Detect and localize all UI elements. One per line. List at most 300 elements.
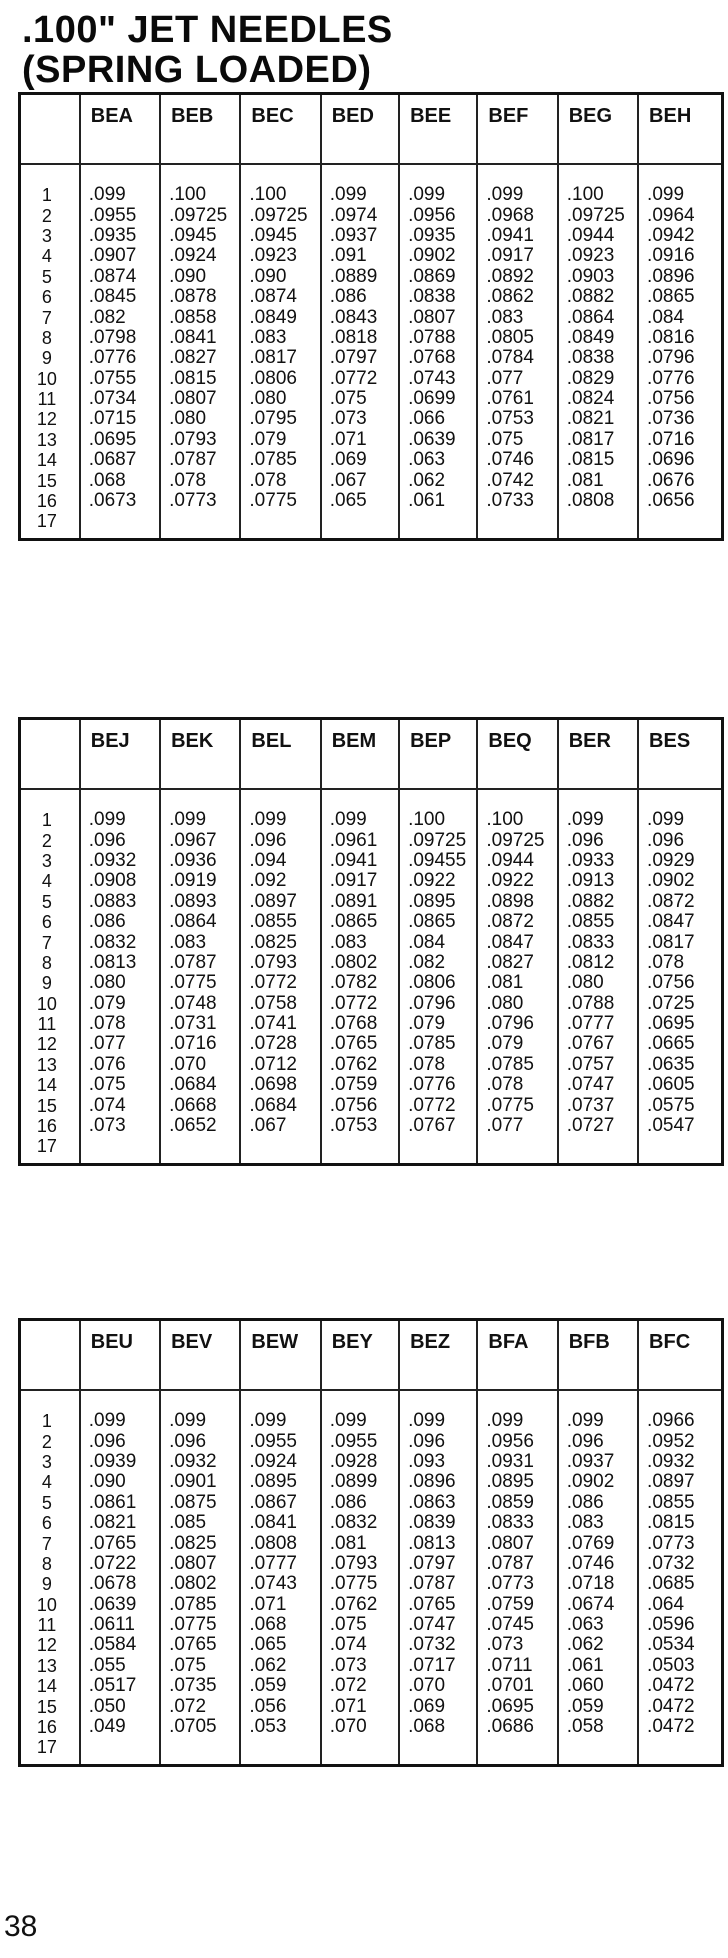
table-cell: .078 [160, 470, 240, 490]
table-cell: .0807 [477, 1533, 557, 1553]
spacer-cell [477, 789, 557, 810]
table-cell: .0932 [80, 851, 160, 871]
table-cell: .0695 [477, 1696, 557, 1716]
spacer-cell [321, 164, 399, 185]
table-cell [321, 511, 399, 539]
table-cell: .0673 [80, 491, 160, 511]
table-cell: .096 [399, 1431, 477, 1451]
table-cell: .062 [240, 1656, 320, 1676]
table-cell: .0741 [240, 1014, 320, 1034]
spacer-cell [558, 1390, 638, 1411]
table-cell: .0701 [477, 1676, 557, 1696]
spacer-cell [399, 164, 477, 185]
table-cell: .0731 [160, 1014, 240, 1034]
table-cell: .0841 [240, 1513, 320, 1533]
table-cell: .0833 [477, 1513, 557, 1533]
title-line-2: (SPRING LOADED) [22, 49, 372, 91]
table-cell: .0735 [160, 1676, 240, 1696]
table-cell: .081 [477, 973, 557, 993]
column-header: BEG [558, 94, 638, 165]
table-cell: .0788 [558, 994, 638, 1014]
table-cell: .0807 [399, 307, 477, 327]
table-cell [558, 1737, 638, 1765]
table-cell: .053 [240, 1717, 320, 1737]
table-cell: .0923 [558, 246, 638, 266]
table-cell: .0902 [558, 1472, 638, 1492]
row-number: 7 [41, 307, 52, 328]
table-cell [558, 1136, 638, 1164]
table-cell: .0807 [160, 1554, 240, 1574]
table-cell: .078 [240, 470, 320, 490]
column-header: BEM [321, 719, 399, 790]
needle-table-1 [18, 92, 724, 541]
table-cell: .086 [321, 1493, 399, 1513]
row-number: 12 [36, 409, 57, 430]
table-cell [160, 511, 240, 539]
table-cell: .0829 [558, 369, 638, 389]
table-cell: .0775 [160, 1615, 240, 1635]
table-cell: .0893 [160, 892, 240, 912]
table-cell: .0775 [240, 491, 320, 511]
table-cell: .077 [80, 1034, 160, 1054]
table-cell: .0874 [240, 287, 320, 307]
table-cell: .0773 [160, 491, 240, 511]
table-cell [399, 1737, 477, 1765]
table-cell: .0944 [477, 851, 557, 871]
table-cell: .0695 [80, 430, 160, 450]
header-row [20, 719, 723, 790]
table-cell: .073 [477, 1635, 557, 1655]
table-row [20, 1075, 723, 1095]
table-cell: .0902 [638, 871, 722, 891]
table-cell: .0722 [80, 1554, 160, 1574]
table-cell: .0767 [558, 1034, 638, 1054]
table-cell: .0785 [477, 1055, 557, 1075]
table-cell: .0843 [321, 307, 399, 327]
table-cell [160, 1737, 240, 1765]
table-cell: .069 [321, 450, 399, 470]
table-cell: .093 [399, 1452, 477, 1472]
table-cell: .0808 [558, 491, 638, 511]
table-cell: .0728 [240, 1034, 320, 1054]
table-cell: .0777 [240, 1554, 320, 1574]
table-cell: .0937 [321, 226, 399, 246]
table-cell: .0808 [240, 1533, 320, 1553]
table-cell: .0813 [399, 1533, 477, 1553]
table-cell: .066 [399, 409, 477, 429]
table-cell: .0974 [321, 205, 399, 225]
table-cell: .0935 [80, 226, 160, 246]
table-cell: .0472 [638, 1676, 722, 1696]
table-cell: .0639 [399, 430, 477, 450]
table-cell: .0732 [638, 1554, 722, 1574]
table-row [20, 205, 723, 225]
table-cell: .083 [160, 932, 240, 952]
table-cell: .0941 [477, 226, 557, 246]
row-number: 13 [36, 1655, 57, 1676]
table-cell: .070 [160, 1055, 240, 1075]
column-header: BFC [638, 1320, 722, 1391]
row-number: 6 [41, 912, 52, 933]
table-cell: .084 [399, 932, 477, 952]
table-cell: .075 [321, 1615, 399, 1635]
row-number: 9 [41, 973, 52, 994]
table-cell: .099 [477, 1411, 557, 1431]
column-header: BEK [160, 719, 240, 790]
table-cell: .096 [80, 1431, 160, 1451]
table-cell: .050 [80, 1696, 160, 1716]
table-cell: .0833 [558, 932, 638, 952]
table-cell: .085 [160, 1513, 240, 1533]
table-cell: .061 [558, 1656, 638, 1676]
table-row [20, 892, 723, 912]
table-cell: .078 [638, 953, 722, 973]
table-cell: .0748 [160, 994, 240, 1014]
table-cell: .086 [321, 287, 399, 307]
table-cell: .065 [240, 1635, 320, 1655]
table-cell: .0945 [240, 226, 320, 246]
table-cell: .0967 [160, 830, 240, 850]
row-number: 15 [36, 1696, 57, 1717]
table-cell: .0742 [477, 470, 557, 490]
table-row [20, 369, 723, 389]
spacer-cell [477, 164, 557, 185]
table-row [20, 1676, 723, 1696]
spacer-cell [638, 789, 722, 810]
row-number: 9 [41, 1574, 52, 1595]
table-cell: .0847 [638, 912, 722, 932]
table-cell: .0818 [321, 328, 399, 348]
table-cell: .0635 [638, 1055, 722, 1075]
table-cell: .0761 [477, 389, 557, 409]
row-number: 5 [41, 1492, 52, 1513]
table-cell: .0895 [240, 1472, 320, 1492]
table-cell: .0931 [477, 1452, 557, 1472]
table-cell: .058 [558, 1717, 638, 1737]
table-row [20, 307, 723, 327]
spacer-cell [558, 789, 638, 810]
table-cell: .096 [558, 1431, 638, 1451]
table-cell: .0942 [638, 226, 722, 246]
table-cell: .073 [321, 409, 399, 429]
row-number: 1 [41, 185, 52, 206]
table-cell: .0746 [558, 1554, 638, 1574]
table-cell: .0882 [558, 892, 638, 912]
spacer-cell [20, 164, 80, 185]
table-row [20, 1696, 723, 1716]
table-cell: .083 [240, 328, 320, 348]
table-cell: .067 [240, 1116, 320, 1136]
row-number: 16 [36, 491, 57, 512]
table-cell: .0711 [477, 1656, 557, 1676]
spacer-cell [638, 1390, 722, 1411]
table-cell: .0874 [80, 267, 160, 287]
table-cell: .0517 [80, 1676, 160, 1696]
table-cell: .0756 [321, 1095, 399, 1115]
row-number: 17 [36, 1737, 57, 1758]
table-cell: .0734 [80, 389, 160, 409]
table-cell: .0775 [160, 973, 240, 993]
table-cell: .075 [477, 430, 557, 450]
row-number: 3 [41, 1451, 52, 1472]
table-cell: .0759 [477, 1595, 557, 1615]
row-number: 12 [36, 1635, 57, 1656]
table-cell: .080 [240, 389, 320, 409]
table-cell: .099 [80, 1411, 160, 1431]
row-number: 2 [41, 830, 52, 851]
spacer-cell [477, 1390, 557, 1411]
table-cell: .0821 [558, 409, 638, 429]
row-number: 13 [36, 429, 57, 450]
table-cell: .099 [558, 810, 638, 830]
table-cell: .0916 [638, 246, 722, 266]
table-cell: .0793 [321, 1554, 399, 1574]
table-cell: .0762 [321, 1595, 399, 1615]
table-cell: .09725 [160, 205, 240, 225]
table-cell: .0712 [240, 1055, 320, 1075]
table-cell: .099 [399, 1411, 477, 1431]
table-cell: .0547 [638, 1116, 722, 1136]
row-number: 14 [36, 450, 57, 471]
table-cell: .0639 [80, 1595, 160, 1615]
table-cell: .099 [160, 810, 240, 830]
table-cell: .100 [240, 185, 320, 205]
table-row [20, 1452, 723, 1472]
needle-table-3 [18, 1318, 724, 1767]
row-number: 12 [36, 1034, 57, 1055]
table-cell: .0867 [240, 1493, 320, 1513]
table-cell: .099 [638, 185, 722, 205]
table-cell: .0787 [399, 1574, 477, 1594]
table-cell: .0785 [160, 1595, 240, 1615]
row-number: 8 [41, 1553, 52, 1574]
table-cell: .100 [477, 810, 557, 830]
table-cell: .0776 [399, 1075, 477, 1095]
spacer-row [20, 789, 723, 810]
table-cell: .077 [477, 1116, 557, 1136]
table-cell [321, 1136, 399, 1164]
row-number: 1 [41, 1411, 52, 1432]
row-number: 2 [41, 205, 52, 226]
table-cell: .0785 [240, 450, 320, 470]
table-cell: .0917 [321, 871, 399, 891]
table-cell: .0952 [638, 1431, 722, 1451]
table-cell: .0758 [240, 994, 320, 1014]
column-header: BEQ [477, 719, 557, 790]
table-row [20, 328, 723, 348]
table-row [20, 348, 723, 368]
spacer-cell [160, 164, 240, 185]
table-cell: .0872 [477, 912, 557, 932]
table-cell: .070 [399, 1676, 477, 1696]
table-row [20, 1656, 723, 1676]
row-number: 14 [36, 1075, 57, 1096]
table-cell: .09725 [558, 205, 638, 225]
table-row [20, 1116, 723, 1136]
row-number: 13 [36, 1054, 57, 1075]
table-cell: .0838 [558, 348, 638, 368]
table-cell: .099 [240, 1411, 320, 1431]
table-cell: .0784 [477, 348, 557, 368]
column-header: BEP [399, 719, 477, 790]
header-row [20, 94, 723, 165]
row-number: 8 [41, 952, 52, 973]
table-cell: .065 [321, 491, 399, 511]
table-row [20, 932, 723, 952]
table-cell: .0827 [160, 348, 240, 368]
table-cell: .0676 [638, 470, 722, 490]
row-number: 3 [41, 225, 52, 246]
table-row [20, 491, 723, 511]
table-cell: .0864 [558, 307, 638, 327]
table-cell: .083 [477, 307, 557, 327]
table-cell: .086 [80, 912, 160, 932]
table-cell: .0956 [477, 1431, 557, 1451]
table-cell: .0878 [160, 287, 240, 307]
table-cell: .063 [399, 450, 477, 470]
table-cell: .0932 [160, 1452, 240, 1472]
table-cell: .0805 [477, 328, 557, 348]
table-cell: .099 [160, 1411, 240, 1431]
table-cell: .0845 [80, 287, 160, 307]
table-row [20, 1411, 723, 1431]
table-cell: .0807 [160, 389, 240, 409]
table-cell: .0961 [321, 830, 399, 850]
table-cell: .0732 [399, 1635, 477, 1655]
table-cell: .0897 [240, 892, 320, 912]
table-cell: .049 [80, 1717, 160, 1737]
table-cell: .070 [321, 1717, 399, 1737]
table-cell: .100 [399, 810, 477, 830]
row-number: 11 [37, 1014, 57, 1035]
table-cell: .09455 [399, 851, 477, 871]
table-cell: .0753 [321, 1116, 399, 1136]
table-cell: .0772 [240, 973, 320, 993]
table-row [20, 1635, 723, 1655]
table-cell [558, 511, 638, 539]
table-cell: .0765 [160, 1635, 240, 1655]
table-row [20, 1717, 723, 1737]
table-cell [80, 1737, 160, 1765]
table-cell: .0839 [399, 1513, 477, 1533]
row-number: 6 [41, 287, 52, 308]
table-cell: .0698 [240, 1075, 320, 1095]
spacer-cell [160, 1390, 240, 1411]
table-cell: .099 [399, 185, 477, 205]
table-cell: .0472 [638, 1696, 722, 1716]
table-cell: .068 [240, 1615, 320, 1635]
column-header: BER [558, 719, 638, 790]
table-row [20, 973, 723, 993]
table-row [20, 871, 723, 891]
table-cell: .0765 [399, 1595, 477, 1615]
table-cell: .0665 [638, 1034, 722, 1054]
table-cell [638, 511, 722, 539]
table-cell: .0869 [399, 267, 477, 287]
table-cell: .0795 [240, 409, 320, 429]
table-row [20, 1615, 723, 1635]
table-cell: .0955 [80, 205, 160, 225]
table-cell: .092 [240, 871, 320, 891]
table-cell: .086 [558, 1493, 638, 1513]
table-cell: .0686 [477, 1717, 557, 1737]
table-cell: .0865 [399, 912, 477, 932]
table-cell: .0745 [477, 1615, 557, 1635]
spacer-cell [558, 164, 638, 185]
table-cell: .0788 [399, 328, 477, 348]
table-cell: .0855 [240, 912, 320, 932]
table-cell: .0743 [240, 1574, 320, 1594]
table-cell: .0922 [477, 871, 557, 891]
table-cell: .0765 [321, 1034, 399, 1054]
column-header: BEE [399, 94, 477, 165]
spacer-cell [240, 1390, 320, 1411]
table-cell: .0815 [638, 1513, 722, 1533]
row-number: 17 [36, 511, 57, 532]
table-cell: .0863 [399, 1493, 477, 1513]
row-number: 5 [41, 266, 52, 287]
table-cell: .0767 [399, 1116, 477, 1136]
table-cell: .063 [558, 1615, 638, 1635]
table-cell: .0756 [638, 973, 722, 993]
table-cell: .0757 [558, 1055, 638, 1075]
spacer-cell [20, 789, 80, 810]
table-cell: .0797 [399, 1554, 477, 1574]
table-cell: .0872 [638, 892, 722, 912]
table-cell: .083 [558, 1513, 638, 1533]
table-cell: .0768 [399, 348, 477, 368]
table-cell: .071 [321, 1696, 399, 1716]
spacer-cell [321, 789, 399, 810]
table-cell: .0897 [638, 1472, 722, 1492]
table-cell: .099 [558, 1411, 638, 1431]
table-cell: .0785 [399, 1034, 477, 1054]
table-row [20, 994, 723, 1014]
table-cell: .0687 [80, 450, 160, 470]
table-cell: .0936 [160, 851, 240, 871]
row-number: 16 [36, 1717, 57, 1738]
table-cell: .099 [321, 1411, 399, 1431]
column-header: BEA [80, 94, 160, 165]
table-cell: .0883 [80, 892, 160, 912]
table-cell: .082 [80, 307, 160, 327]
column-header: BEH [638, 94, 722, 165]
column-header: BEY [321, 1320, 399, 1391]
spacer-cell [399, 789, 477, 810]
table-cell: .075 [321, 389, 399, 409]
table-row [20, 1431, 723, 1451]
row-number: 1 [41, 810, 52, 831]
spacer-cell [80, 789, 160, 810]
table-cell: .0815 [558, 450, 638, 470]
table-cell: .099 [321, 810, 399, 830]
table-cell: .0928 [321, 1452, 399, 1472]
table-cell: .100 [160, 185, 240, 205]
row-number: 3 [41, 850, 52, 871]
table-row [20, 1055, 723, 1075]
table-cell: .0889 [321, 267, 399, 287]
column-header: BES [638, 719, 722, 790]
spacer-cell [20, 1390, 80, 1411]
table-cell: .090 [160, 267, 240, 287]
table-row [20, 1554, 723, 1574]
spacer-cell [399, 1390, 477, 1411]
header-row [20, 1320, 723, 1391]
table-cell: .0765 [80, 1533, 160, 1553]
table-cell: .079 [399, 1014, 477, 1034]
table-row [20, 246, 723, 266]
row-number: 11 [37, 1615, 57, 1636]
